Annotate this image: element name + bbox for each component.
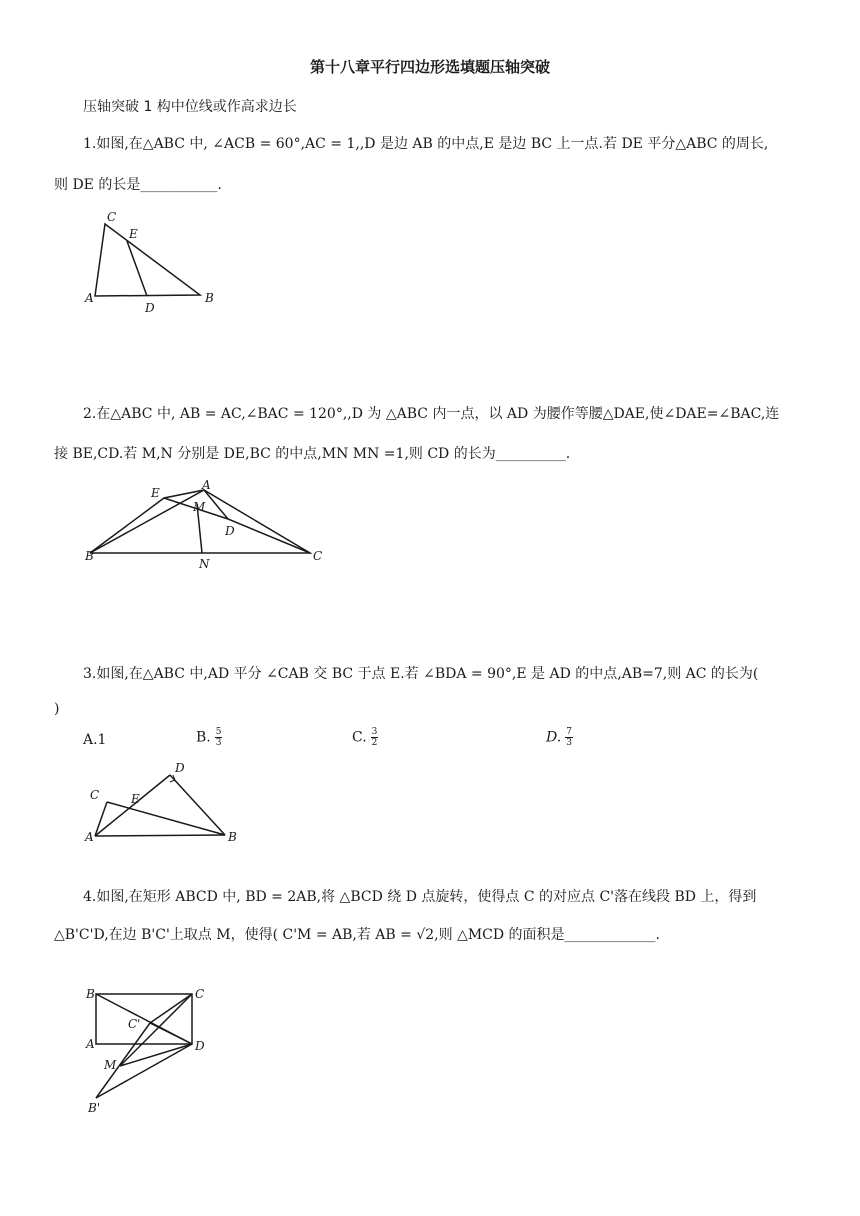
q4-label-b: B [86, 987, 95, 1001]
q3-option-d[interactable] [546, 727, 573, 748]
q4-label-c-prime: C' [128, 1017, 141, 1031]
q2-figure [80, 475, 340, 575]
q4-text-line1: 4.如图,在矩形 ABCD 中, BD = 2AB,将 △BCD 绕 D 点旋转，使得点 C 的对应点 C'落在线段 BD 上，得到 [83, 889, 757, 905]
q3-option-c-num: 3 [371, 727, 378, 737]
q2-label-n: N [199, 557, 210, 571]
q3-option-b-num: 5 [215, 727, 222, 737]
q3-option-c[interactable] [352, 727, 378, 748]
q1-label-b: B [205, 291, 214, 305]
q3-option-d-num: 7 [566, 727, 572, 737]
q3-option-b-prefix: B. [196, 729, 211, 746]
q2-text-line1: 2.在△ABC 中, AB = AC,∠BAC = 120°,,D 为 △ABC 内一点，以 AD 为腰作等腰△DAE,使∠DAE=∠BAC,连 [83, 406, 780, 422]
q2-text-line2: 接 BE,CD.若 M,N 分别是 DE,BC 的中点,MN MN =1,则 CD 的长为__________. [54, 446, 571, 462]
q3-label-a: A [85, 830, 94, 844]
q3-option-c-prefix: C. [352, 729, 367, 746]
q2-label-a: A [202, 478, 211, 492]
q3-label-e: E [131, 792, 140, 806]
q3-option-c-fraction [371, 727, 379, 748]
q1-label-d: D [145, 301, 155, 315]
q1-text-line2: 则 DE 的长是___________. [54, 177, 222, 193]
q4-label-d: D [195, 1039, 205, 1053]
q4-label-m: M [104, 1058, 117, 1072]
q3-option-a[interactable]: A.1 [83, 732, 107, 748]
q4-text-line2: △B'C'D,在边 B'C'上取点 M，使得( C'M = AB,若 AB = √2,则 △MCD 的面积是_____________. [54, 927, 661, 943]
q2-label-d: D [225, 524, 235, 538]
q3-option-b[interactable] [196, 727, 222, 748]
q3-label-b: B [228, 830, 237, 844]
q2-label-c: C [313, 549, 323, 563]
q3-label-c: C [90, 788, 100, 802]
q4-label-b-prime: B' [88, 1101, 101, 1115]
q3-option-d-fraction [565, 727, 573, 748]
q3-option-b-fraction [215, 727, 223, 748]
q4-label-a: A [86, 1037, 95, 1051]
q1-figure [80, 205, 230, 320]
q2-label-b: B [85, 549, 94, 563]
q1-label-a: A [85, 291, 94, 305]
section-heading: 压轴突破 1 构中位线或作高求边长 [83, 99, 297, 115]
q3-text-line2: ) [54, 701, 60, 717]
q3-option-d-prefix: D. [546, 729, 562, 746]
page-title: 第十八章平行四边形选填题压轴突破 [309, 58, 550, 76]
q4-figure [80, 980, 230, 1120]
q3-text-line1: 3.如图,在△ABC 中,AD 平分 ∠CAB 交 BC 于点 E.若 ∠BDA = 90°,E 是 AD 的中点,AB=7,则 AC 的长为( [83, 666, 759, 682]
q3-option-c-den: 2 [371, 738, 378, 748]
q3-figure [80, 755, 250, 850]
q2-label-m: M [193, 500, 206, 514]
q4-label-c: C [195, 987, 205, 1001]
q3-option-d-den: 3 [566, 738, 572, 748]
q1-label-c: C [107, 210, 117, 224]
q2-label-e: E [151, 486, 160, 500]
q1-label-e: E [129, 227, 138, 241]
q3-label-d: D [175, 761, 185, 775]
q3-option-b-den: 3 [215, 738, 222, 748]
q1-text-line1: 1.如图,在△ABC 中, ∠ACB = 60°,AC = 1,,D 是边 AB 的中点,E 是边 BC 上一点.若 DE 平分△ABC 的周长, [83, 136, 769, 152]
